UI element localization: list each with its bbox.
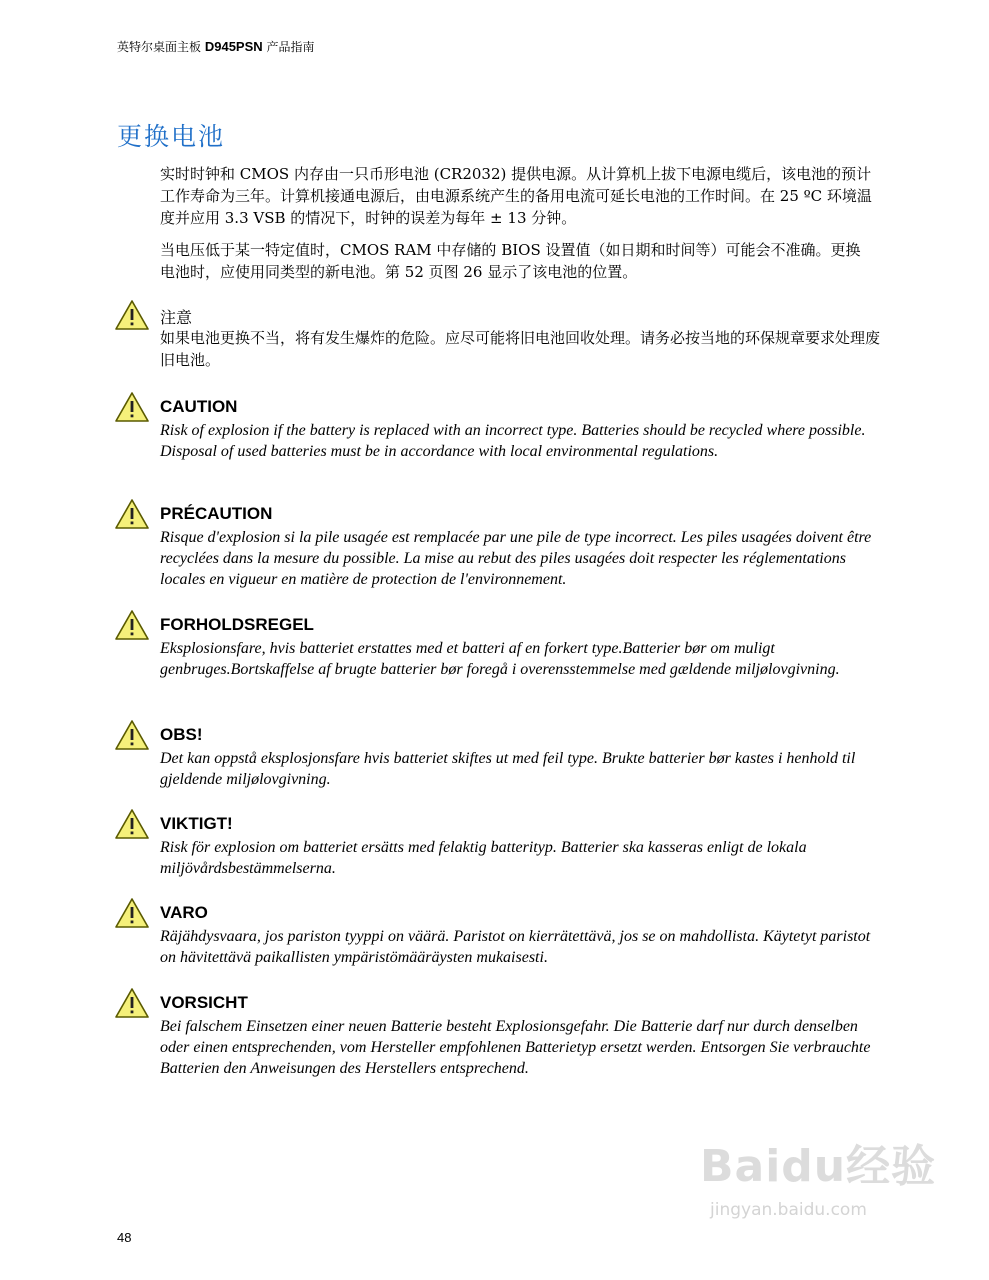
notice-text: Räjähdysvaara, jos pariston tyyppi on väärä. Paristot on kierrätettävä, jos se on mahdollista. Käytetyt paristot on hävitettävä paikallisten ympäristömääräysten mukaisesti. bbox=[160, 928, 871, 966]
notice-heading: FORHOLDSREGEL bbox=[160, 615, 314, 634]
body-paragraph-2: 当电压低于某一特定值时，CMOS RAM 中存储的 BIOS 设置值（如日期和时间等）可能会不准确。更换电池时，应使用同类型的新电池。第 52 页图 26 显示了该电池的位置。 bbox=[160, 241, 861, 281]
page-number: 48 bbox=[117, 1230, 132, 1245]
header-prefix: 英特尔桌面主板 bbox=[117, 40, 202, 54]
notice-heading: 注意 bbox=[160, 308, 193, 327]
header-model: D945PSN bbox=[204, 39, 263, 54]
notice-text: Bei falschem Einsetzen einer neuen Batterie besteht Explosionsgefahr. Die Batterie darf nur durch denselben oder einen entsprechenden, vom Hersteller empfohlenen Batterietyp ersetzt werden. Entsorgen Sie verbrauchte Batterien den Anweisungen des Herstellers entsprechend. bbox=[160, 1018, 871, 1077]
notice-heading: VIKTIGT! bbox=[160, 814, 233, 833]
warning-triangle-icon bbox=[114, 808, 150, 840]
warning-triangle-icon bbox=[114, 498, 150, 530]
watermark-brand: Baidu经验 bbox=[700, 1141, 937, 1192]
notice-text: Risk för explosion om batteriet ersätts med felaktig batterityp. Batterier ska kasseras enligt de lokala miljövårdsbestämmelserna. bbox=[160, 839, 807, 877]
notice-heading: VARO bbox=[160, 903, 208, 922]
section-title: 更换电池 bbox=[117, 122, 226, 151]
warning-triangle-icon bbox=[114, 897, 150, 929]
notice-heading: OBS! bbox=[160, 725, 203, 744]
warning-triangle-icon bbox=[114, 719, 150, 751]
warning-triangle-icon bbox=[114, 609, 150, 641]
header-suffix: 产品指南 bbox=[266, 40, 315, 54]
watermark-url: jingyan.baidu.com bbox=[710, 1200, 867, 1220]
notice-heading: CAUTION bbox=[160, 397, 238, 416]
notice-text: 如果电池更换不当，将有发生爆炸的危险。应尽可能将旧电池回收处理。请务必按当地的环保规章要求处理废旧电池。 bbox=[160, 329, 881, 369]
notice-heading: PRÉCAUTION bbox=[160, 504, 273, 523]
warning-triangle-icon bbox=[114, 391, 150, 423]
body-paragraph-1: 实时时钟和 CMOS 内存由一只币形电池 (CR2032) 提供电源。从计算机上拔下电源电缆后，该电池的预计工作寿命为三年。计算机接通电源后，由电源系统产生的备用电流可延长电池的工作时间。在 25 ºC 环境温度并应用 3.3 VSB 的情况下，时钟的误差为每年 ± 13 分钟。 bbox=[160, 165, 872, 227]
notice-text: Risque d'explosion si la pile usagée est remplacée par une pile de type incorrect. Les piles usagées doivent être recyclées dans la mesure du possible. La mise au rebut des piles usagées doit respecter les réglementations locales en vigueur en matière de protection de l'environnement. bbox=[160, 529, 872, 588]
notice-text: Det kan oppstå eksplosjonsfare hvis batteriet skiftes ut med feil type. Brukte batterier bør kastes i henhold til gjeldende miljølovgivning. bbox=[160, 750, 856, 788]
warning-triangle-icon bbox=[114, 987, 150, 1019]
notice-heading: VORSICHT bbox=[160, 993, 248, 1012]
notice-text: Risk of explosion if the battery is replaced with an incorrect type. Batteries should be recycled where possible. Disposal of used batteries must be in accordance with local environmental regulations. bbox=[160, 422, 866, 460]
baidu-watermark bbox=[700, 1130, 940, 1250]
notice-text: Eksplosionsfare, hvis batteriet erstattes med et batteri af en forkert type.Batterier bør om muligt genbruges.Bortskaffelse af brugte batterier bør foregå i overensstemmelse med gældende miljølovgivning. bbox=[160, 640, 840, 678]
warning-triangle-icon bbox=[114, 299, 150, 331]
running-header bbox=[117, 38, 315, 55]
